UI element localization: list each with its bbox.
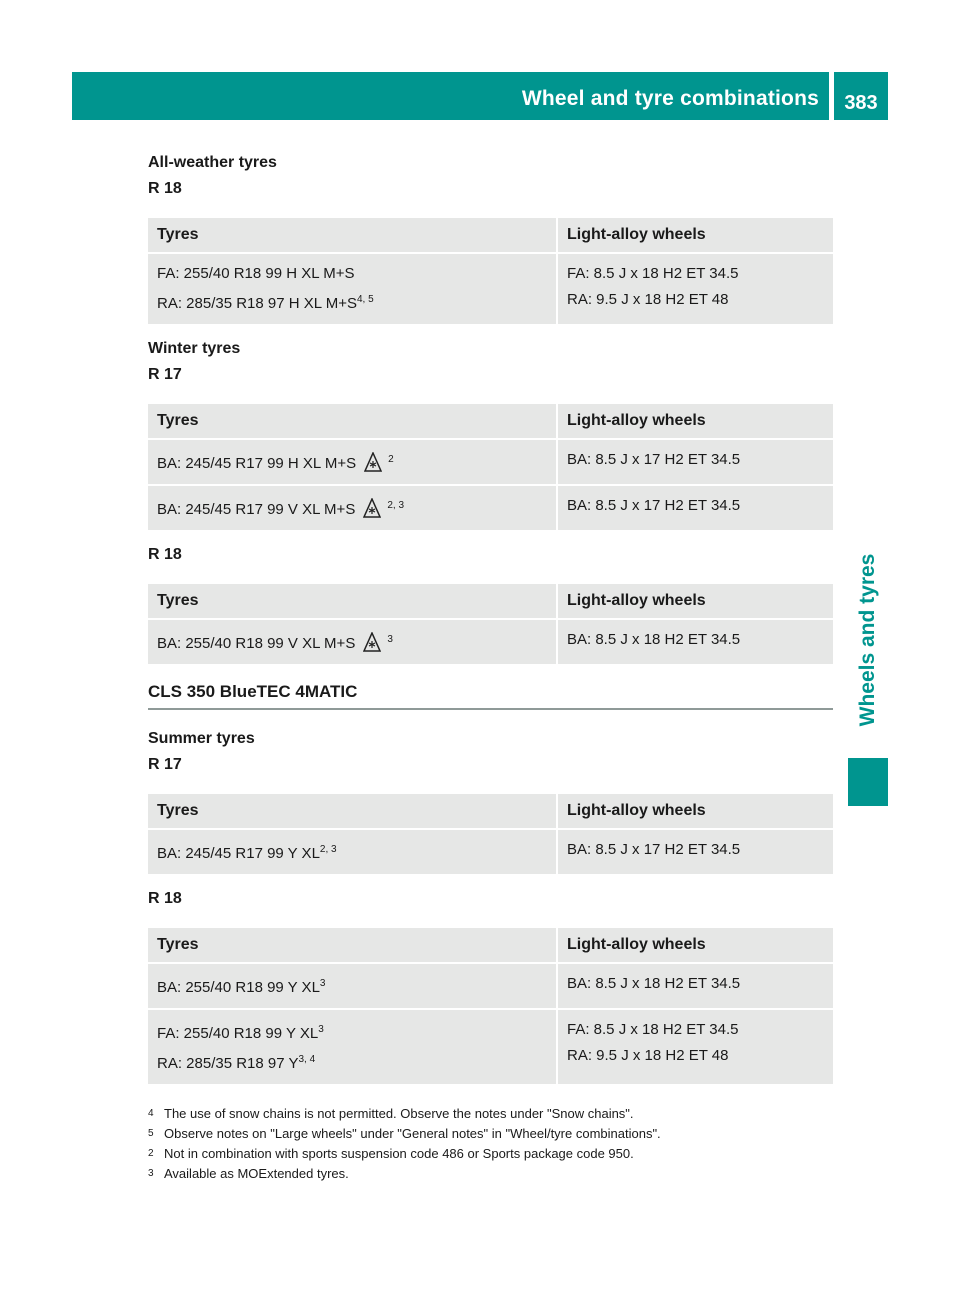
rim-size-label: R 17 bbox=[148, 756, 182, 773]
wheel-line: RA: 9.5 J x 18 H2 ET 48 bbox=[567, 291, 729, 308]
footnote-ref: 2, 3 bbox=[387, 500, 405, 511]
rim-size-label: R 18 bbox=[148, 890, 182, 907]
table-header-row bbox=[148, 218, 833, 252]
tyre-category-label: All-weather tyres bbox=[148, 154, 277, 171]
page-number: 383 bbox=[834, 72, 888, 120]
tyre-text: BA: 255/40 R18 99 V XL M+S bbox=[157, 635, 356, 652]
side-tab-label: Wheels and tyres bbox=[856, 553, 879, 727]
tyre-cell bbox=[148, 620, 558, 664]
footnote bbox=[148, 1104, 828, 1124]
footnote bbox=[148, 1124, 828, 1144]
table-row bbox=[148, 440, 833, 484]
tyre-cell bbox=[148, 964, 558, 1008]
column-header-wheels: Light-alloy wheels bbox=[558, 794, 833, 828]
footnotes bbox=[148, 1104, 828, 1184]
table-header-row bbox=[148, 584, 833, 618]
footnote bbox=[148, 1144, 828, 1164]
table-row bbox=[148, 830, 833, 874]
tyre-table bbox=[148, 582, 833, 666]
footnote-ref: 2 bbox=[388, 454, 394, 465]
tyre-line bbox=[157, 1017, 547, 1047]
tyre-cell bbox=[148, 1010, 558, 1084]
table-row bbox=[148, 620, 833, 664]
rim-size-label: R 18 bbox=[148, 180, 182, 197]
footnote-ref: 2, 3 bbox=[319, 844, 337, 855]
footnote-number: 4 bbox=[148, 1108, 154, 1119]
tyre-text: BA: 245/45 R17 99 Y XL bbox=[157, 845, 320, 862]
footnote-number: 3 bbox=[148, 1168, 154, 1179]
column-header-wheels: Light-alloy wheels bbox=[558, 404, 833, 438]
wheel-cell: BA: 8.5 J x 17 H2 ET 34.5 bbox=[558, 440, 833, 484]
footnote-ref: 4, 5 bbox=[356, 294, 374, 305]
wheel-line: RA: 9.5 J x 18 H2 ET 48 bbox=[567, 1047, 729, 1064]
snowflake-mountain-icon bbox=[363, 632, 381, 652]
footnote-ref: 3 bbox=[318, 1024, 324, 1035]
tyre-cell bbox=[148, 486, 558, 530]
wheel-line: FA: 8.5 J x 18 H2 ET 34.5 bbox=[567, 1021, 739, 1038]
footnote-number: 5 bbox=[148, 1128, 154, 1139]
tyre-cell bbox=[148, 830, 558, 874]
side-marker bbox=[848, 758, 888, 806]
side-tab bbox=[848, 540, 888, 740]
rim-size-label: R 17 bbox=[148, 366, 182, 383]
tyre-line bbox=[157, 287, 547, 317]
wheel-cell: BA: 8.5 J x 17 H2 ET 34.5 bbox=[558, 830, 833, 874]
tyre-line: FA: 255/40 R18 99 H XL M+S bbox=[157, 265, 355, 282]
snowflake-mountain-icon bbox=[363, 498, 381, 518]
tyre-category-label: Winter tyres bbox=[148, 340, 241, 357]
table-header-row bbox=[148, 404, 833, 438]
tyre-text: BA: 245/45 R17 99 V XL M+S bbox=[157, 501, 356, 518]
column-header-tyres: Tyres bbox=[148, 794, 558, 828]
table-header-row bbox=[148, 794, 833, 828]
tyre-category-label: Summer tyres bbox=[148, 730, 255, 747]
tyre-text: BA: 255/40 R18 99 Y XL bbox=[157, 979, 320, 996]
tyre-table bbox=[148, 792, 833, 876]
tyre-cell bbox=[148, 440, 558, 484]
column-header-wheels: Light-alloy wheels bbox=[558, 218, 833, 252]
footnote-text: The use of snow chains is not permitted. Observe the notes under "Snow chains". bbox=[164, 1106, 634, 1121]
footnote bbox=[148, 1164, 828, 1184]
tyre-text: BA: 245/45 R17 99 H XL M+S bbox=[157, 455, 357, 472]
page-title: Wheel and tyre combinations bbox=[521, 87, 819, 110]
footnote-text: Observe notes on "Large wheels" under "General notes" in "Wheel/tyre combinations". bbox=[164, 1126, 661, 1141]
tyre-line bbox=[157, 1047, 547, 1077]
table-row bbox=[148, 964, 833, 1008]
column-header-wheels: Light-alloy wheels bbox=[558, 928, 833, 962]
tyre-text: RA: 285/35 R18 97 H XL M+S bbox=[157, 295, 357, 312]
wheel-cell bbox=[558, 254, 833, 324]
tyre-text: RA: 285/35 R18 97 Y bbox=[157, 1055, 299, 1072]
column-header-tyres: Tyres bbox=[148, 404, 558, 438]
tyre-cell bbox=[148, 254, 558, 324]
column-header-tyres: Tyres bbox=[148, 928, 558, 962]
header-bar bbox=[72, 72, 829, 120]
snowflake-mountain-icon bbox=[364, 452, 382, 472]
content bbox=[148, 150, 833, 1096]
table-row bbox=[148, 1010, 833, 1084]
wheel-cell: BA: 8.5 J x 18 H2 ET 34.5 bbox=[558, 964, 833, 1008]
tyre-table bbox=[148, 402, 833, 532]
table-row bbox=[148, 254, 833, 324]
tyre-table bbox=[148, 926, 833, 1086]
tyre-table bbox=[148, 216, 833, 326]
wheel-cell: BA: 8.5 J x 18 H2 ET 34.5 bbox=[558, 620, 833, 664]
rim-size-label: R 18 bbox=[148, 546, 182, 563]
footnote-text: Not in combination with sports suspension code 486 or Sports package code 950. bbox=[164, 1146, 634, 1161]
section-heading: CLS 350 BlueTEC 4MATIC bbox=[148, 682, 833, 710]
column-header-wheels: Light-alloy wheels bbox=[558, 584, 833, 618]
footnote-ref: 3 bbox=[319, 978, 326, 989]
footnote-number: 2 bbox=[148, 1148, 154, 1159]
column-header-tyres: Tyres bbox=[148, 584, 558, 618]
footnote-ref: 3, 4 bbox=[298, 1054, 316, 1065]
tyre-text: FA: 255/40 R18 99 Y XL bbox=[157, 1025, 319, 1042]
wheel-cell: BA: 8.5 J x 17 H2 ET 34.5 bbox=[558, 486, 833, 530]
footnote-ref: 3 bbox=[387, 634, 393, 645]
column-header-tyres: Tyres bbox=[148, 218, 558, 252]
wheel-cell bbox=[558, 1010, 833, 1084]
wheel-line: FA: 8.5 J x 18 H2 ET 34.5 bbox=[567, 265, 739, 282]
footnote-text: Available as MOExtended tyres. bbox=[164, 1166, 349, 1181]
table-header-row bbox=[148, 928, 833, 962]
table-row bbox=[148, 486, 833, 530]
